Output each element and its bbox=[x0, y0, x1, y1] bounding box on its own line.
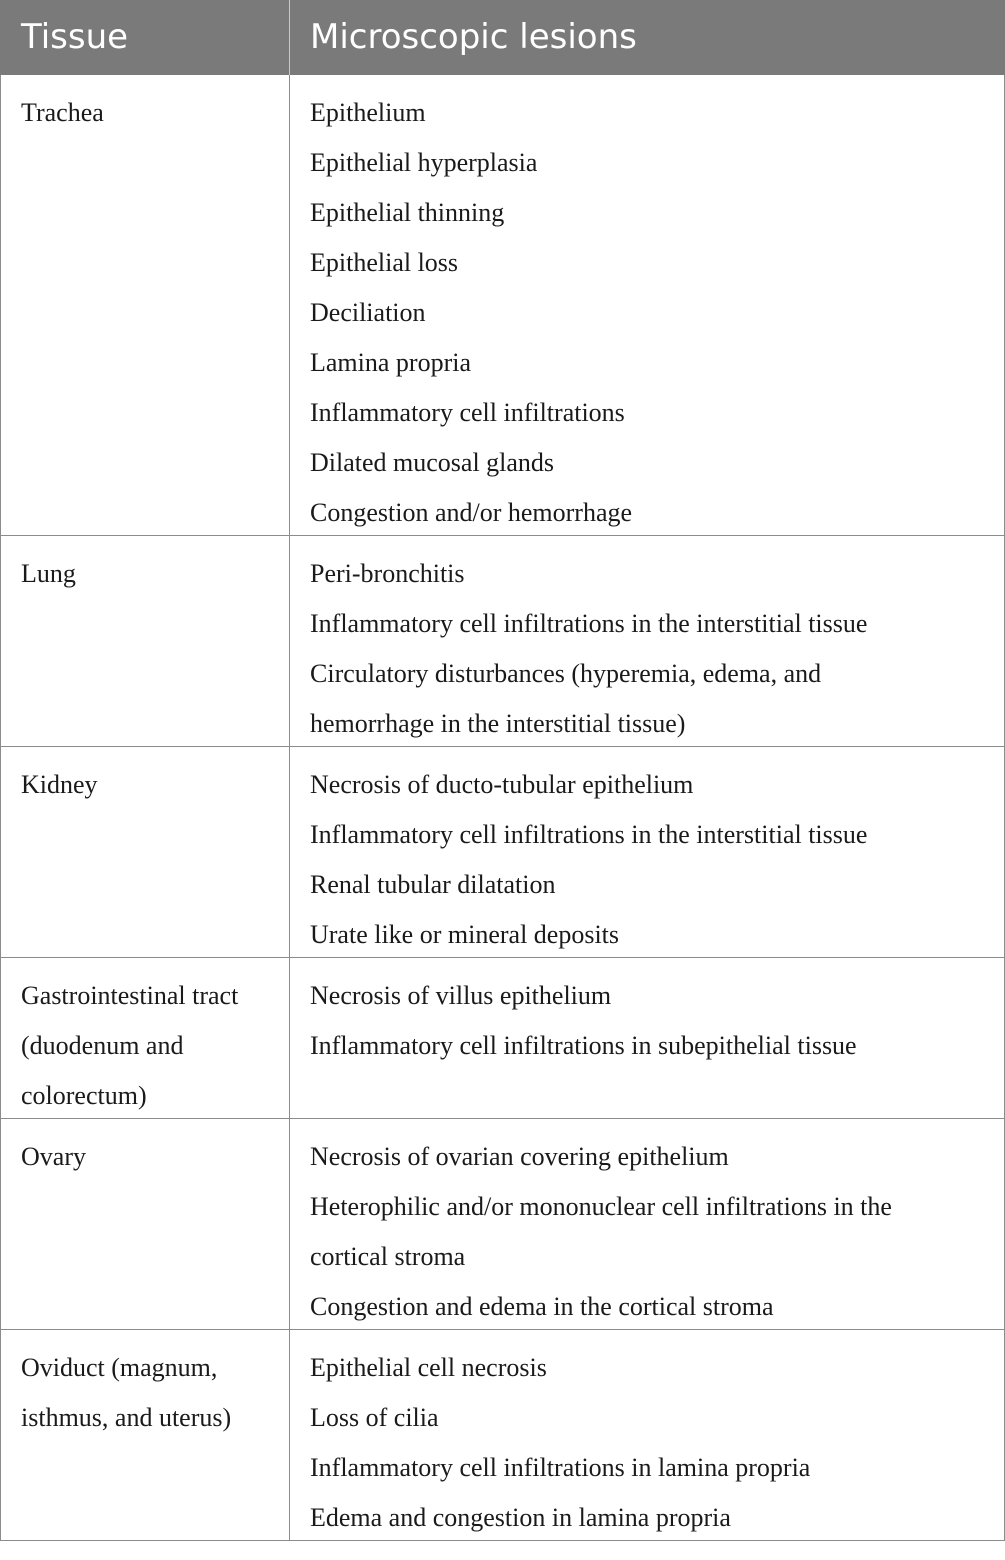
tissue-name: Trachea bbox=[21, 98, 104, 127]
lesion-item: Epithelial hyperplasia bbox=[310, 148, 538, 177]
lesion-item: Heterophilic and/or mononuclear cell infiltrations in the bbox=[310, 1192, 892, 1221]
tissue-name: (duodenum and bbox=[21, 1031, 184, 1060]
lesions-cell bbox=[290, 747, 1004, 957]
lesion-item: Congestion and edema in the cortical stroma bbox=[310, 1292, 774, 1321]
lesion-item: Epithelial cell necrosis bbox=[310, 1353, 547, 1382]
lesion-item: Circulatory disturbances (hyperemia, edema, and bbox=[310, 659, 822, 688]
lesion-item: Renal tubular dilatation bbox=[310, 870, 556, 899]
table-row bbox=[0, 747, 1005, 958]
tissue-name: Lung bbox=[21, 559, 76, 588]
lesion-item: Congestion and/or hemorrhage bbox=[310, 498, 633, 527]
tissue-cell bbox=[1, 536, 290, 746]
lesion-item: Inflammatory cell infiltrations in subepithelial tissue bbox=[310, 1031, 857, 1060]
lesion-item: Inflammatory cell infiltrations in the interstitial tissue bbox=[310, 820, 868, 849]
lesion-item: Necrosis of villus epithelium bbox=[310, 981, 612, 1010]
tissue-name: Gastrointestinal tract bbox=[21, 981, 239, 1010]
lesion-item: Peri-bronchitis bbox=[310, 559, 465, 588]
lesion-item: Necrosis of ducto-tubular epithelium bbox=[310, 770, 694, 799]
lesion-item: Lamina propria bbox=[310, 348, 471, 377]
lesion-item: Epithelium bbox=[310, 98, 426, 127]
lesions-cell bbox=[290, 536, 1004, 746]
lesion-item: Deciliation bbox=[310, 298, 426, 327]
tissue-cell bbox=[1, 747, 290, 957]
tissue-name: Oviduct (magnum, bbox=[21, 1353, 218, 1382]
lesions-cell bbox=[290, 1119, 1004, 1329]
table-row bbox=[0, 75, 1005, 536]
tissue-cell bbox=[1, 1119, 290, 1329]
lesion-item: Epithelial thinning bbox=[310, 198, 505, 227]
tissue-name: isthmus, and uterus) bbox=[21, 1403, 232, 1432]
lesion-item: Dilated mucosal glands bbox=[310, 448, 555, 477]
lesions-cell bbox=[290, 1330, 1004, 1540]
table-row bbox=[0, 1330, 1005, 1541]
tissue-name: Ovary bbox=[21, 1142, 86, 1171]
lesion-item: hemorrhage in the interstitial tissue) bbox=[310, 709, 686, 738]
lesion-item: cortical stroma bbox=[310, 1242, 466, 1271]
tissue-name: colorectum) bbox=[21, 1081, 147, 1110]
table-row bbox=[0, 536, 1005, 747]
tissue-cell bbox=[1, 958, 290, 1118]
lesions-cell bbox=[290, 75, 1004, 535]
lesion-item: Inflammatory cell infiltrations in lamina propria bbox=[310, 1453, 811, 1482]
lesion-item: Inflammatory cell infiltrations bbox=[310, 398, 625, 427]
lesion-item: Epithelial loss bbox=[310, 248, 459, 277]
tissue-cell bbox=[1, 1330, 290, 1540]
table-header bbox=[0, 0, 1005, 75]
lesion-item: Edema and congestion in lamina propria bbox=[310, 1503, 731, 1532]
header-tissue: Tissue bbox=[0, 0, 290, 75]
lesion-item: Inflammatory cell infiltrations in the interstitial tissue bbox=[310, 609, 868, 638]
lesion-item: Necrosis of ovarian covering epithelium bbox=[310, 1142, 729, 1171]
lesion-item: Urate like or mineral deposits bbox=[310, 920, 620, 949]
lesion-item: Loss of cilia bbox=[310, 1403, 439, 1432]
tissue-cell bbox=[1, 75, 290, 535]
lesions-cell bbox=[290, 958, 1004, 1118]
tissue-name: Kidney bbox=[21, 770, 98, 799]
header-lesions: Microscopic lesions bbox=[310, 17, 637, 57]
table-row bbox=[0, 958, 1005, 1119]
table-row bbox=[0, 1119, 1005, 1330]
